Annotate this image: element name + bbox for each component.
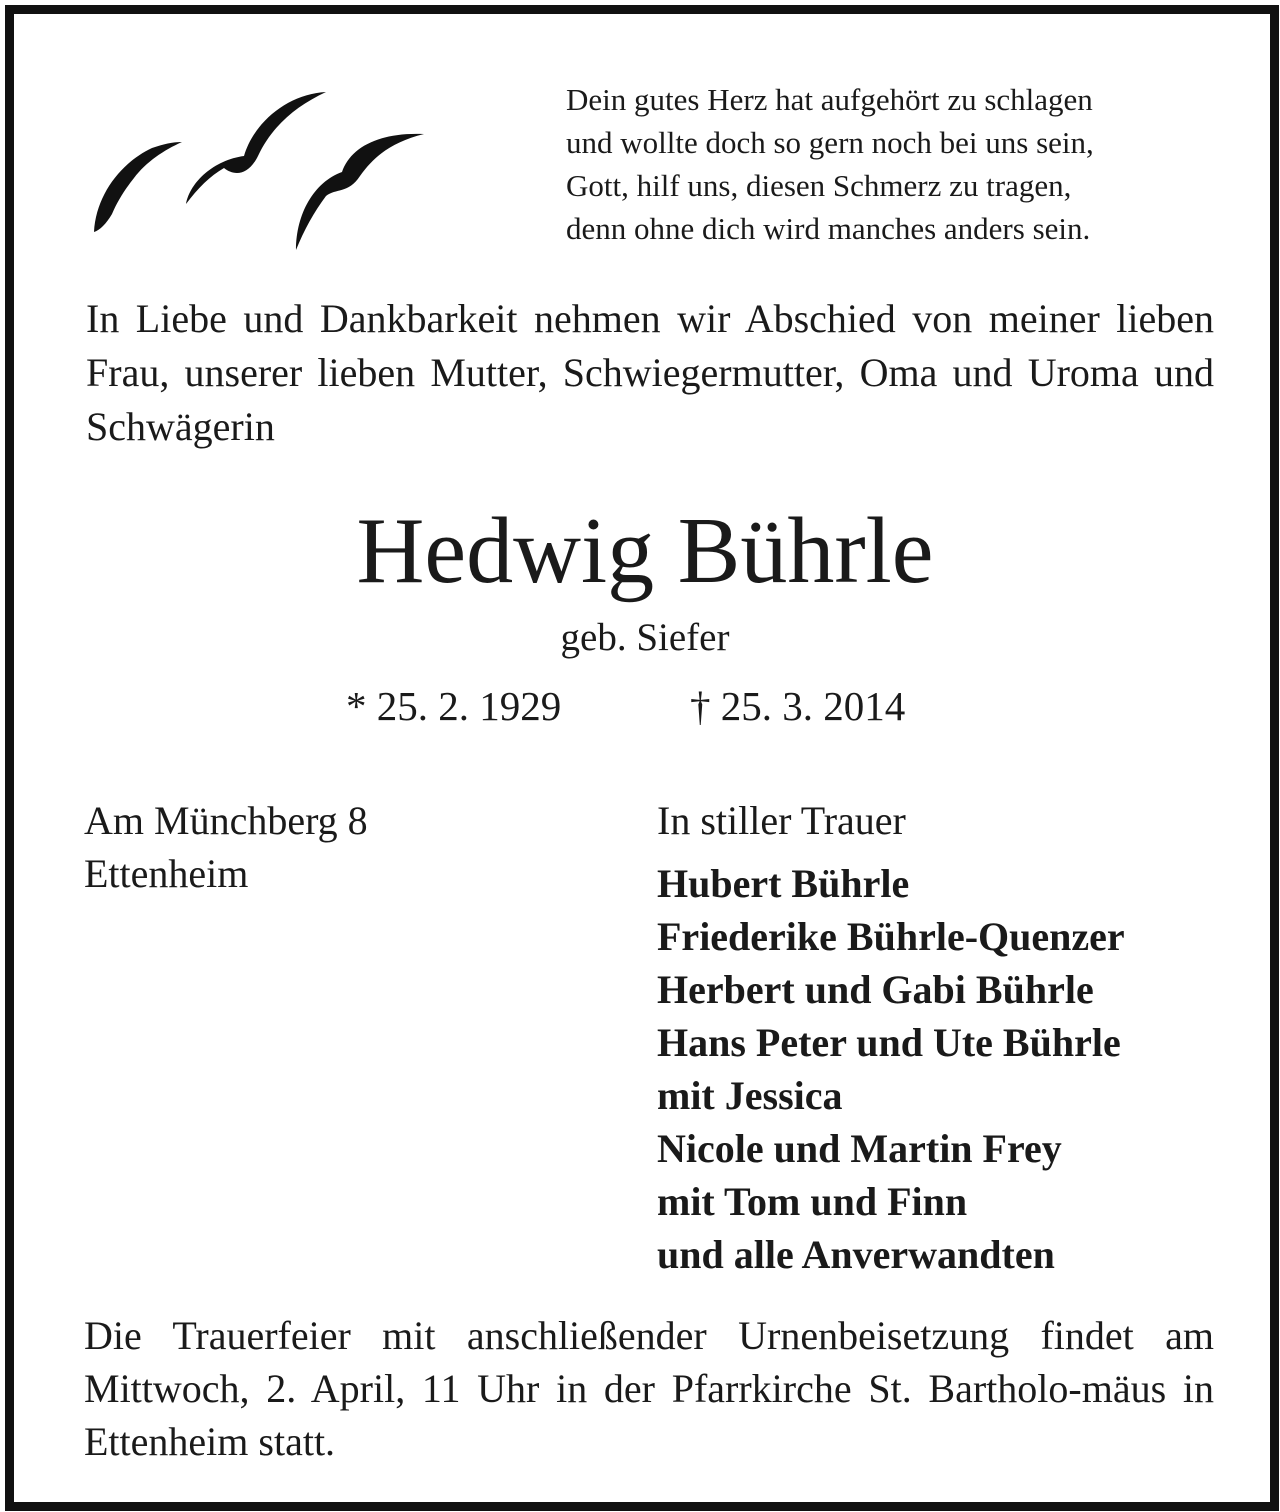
verse-line: denn ohne dich wird manches anders sein.: [566, 211, 1091, 246]
bird-right-icon: [296, 134, 424, 250]
mourner-name: und alle Anverwandten: [657, 1232, 1055, 1277]
intro-text: In Liebe und Dankbarkeit nehmen wir Abschied von meiner lieben Frau, unserer lieben Mutter, Schwiegermutter, Oma und Uroma und Schwägerin: [86, 296, 1214, 449]
mourner-name: Hans Peter und Ute Bührle: [657, 1020, 1121, 1065]
deceased-name: Hedwig Bührle: [356, 499, 934, 603]
mourners-list: [657, 857, 1125, 1281]
bird-left-icon: [94, 142, 182, 232]
mourner-name: Friederike Bührle-Quenzer: [657, 914, 1125, 959]
address-street: Am Münchberg 8: [84, 798, 368, 843]
mourner-name: Hubert Bührle: [657, 861, 910, 906]
address-block: [84, 794, 368, 900]
mourner-name: mit Jessica: [657, 1073, 843, 1118]
mourners-heading: In stiller Trauer: [657, 798, 906, 843]
service-notice: Die Trauerfeier mit anschließender Urnenbeisetzung findet am Mittwoch, 2. April, 11 Uhr in der Pfarrkirche St. Bartholo-mäus in Ettenheim statt.: [84, 1313, 1214, 1464]
obituary-frame: [5, 5, 1279, 1511]
address-city: Ettenheim: [84, 851, 249, 896]
birth-date: * 25. 2. 1929: [346, 683, 562, 729]
verse-line: Dein gutes Herz hat aufgehört zu schlagen: [566, 82, 1093, 117]
maiden-name: geb. Siefer: [560, 616, 730, 659]
verse-line: und wollte doch so gern noch bei uns sein,: [566, 125, 1094, 160]
poem-verse: [566, 78, 1226, 250]
birds-icon: [74, 64, 454, 254]
mourner-name: Herbert und Gabi Bührle: [657, 967, 1094, 1012]
bird-middle-icon: [186, 92, 326, 204]
mourner-name: mit Tom und Finn: [657, 1179, 968, 1224]
death-date: † 25. 3. 2014: [690, 683, 906, 729]
mourner-name: Nicole und Martin Frey: [657, 1126, 1062, 1171]
verse-line: Gott, hilf uns, diesen Schmerz zu tragen,: [566, 168, 1072, 203]
